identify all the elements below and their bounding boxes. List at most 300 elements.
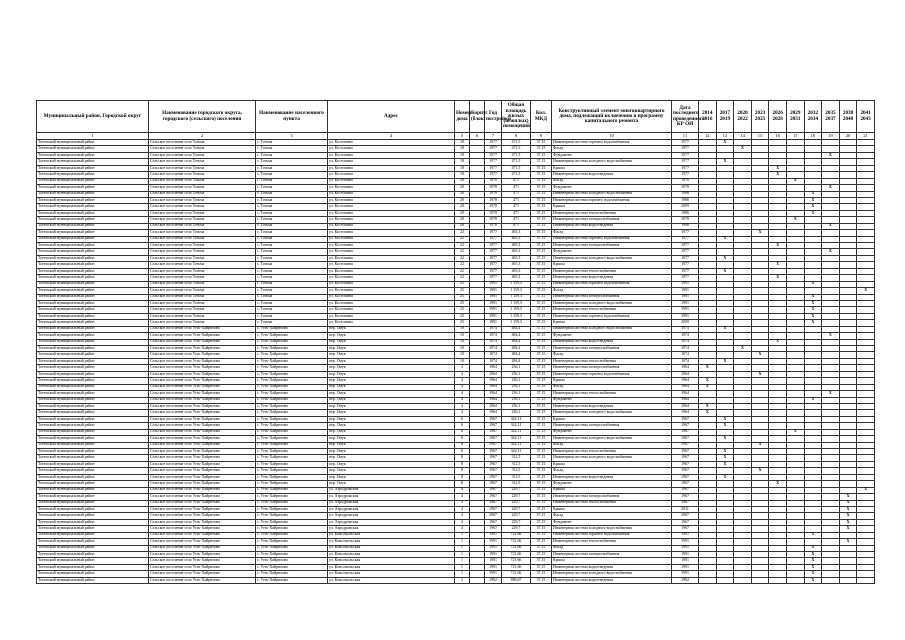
table-cell: 22 bbox=[455, 249, 470, 255]
table-cell: Инженерная система горячего водоснабжения bbox=[552, 140, 672, 146]
table-cell: Сельское поселение село Усть-Хайрюзово bbox=[149, 564, 256, 570]
table-cell: Сельское поселение село Усть-Хайрюзово bbox=[149, 474, 256, 480]
period-mark-cell: X bbox=[804, 294, 822, 300]
table-cell: 1977 bbox=[672, 159, 699, 165]
table-cell: 342,11 bbox=[502, 449, 531, 455]
table-cell: Инженерная система теплоснабжения bbox=[552, 500, 672, 506]
table-cell: 37,15 bbox=[531, 532, 552, 538]
table-cell: 1 159,3 bbox=[502, 300, 531, 306]
table-cell: ул. Костомина bbox=[328, 223, 455, 229]
table-cell: с. Усть-Хайрюзово bbox=[256, 558, 328, 564]
table-cell: 471 bbox=[502, 178, 531, 184]
table-cell: Инженерная система холодного водоснабжения bbox=[552, 255, 672, 261]
period-mark-cell: X bbox=[857, 487, 875, 493]
table-cell: 37,15 bbox=[531, 455, 552, 461]
table-cell: 1991 bbox=[485, 300, 502, 306]
period-mark-cell: X bbox=[716, 255, 734, 261]
table-cell: ул. Комсомольская bbox=[328, 577, 455, 583]
table-cell: 18 bbox=[455, 140, 470, 146]
table-cell: Сельское поселение село Усть-Хайрюзово bbox=[149, 571, 256, 577]
table-cell: 25 bbox=[455, 288, 470, 294]
table-cell: с. Усть-Хайрюзово bbox=[256, 513, 328, 519]
period-mark-cell: X bbox=[804, 397, 822, 403]
table-cell: 2011 bbox=[672, 506, 699, 512]
table-cell: ул. Аэродромская bbox=[328, 500, 455, 506]
table-cell: Сельское поселение село Тотьма bbox=[149, 140, 256, 146]
table-cell: 37,15 bbox=[531, 249, 552, 255]
table-cell: Сельское поселение село Усть-Хайрюзово bbox=[149, 519, 256, 525]
table-cell: 4 bbox=[455, 500, 470, 506]
table-cell: 1967 bbox=[672, 468, 699, 474]
table-cell: 8 bbox=[455, 461, 470, 467]
table-cell: ул. Комсомольская bbox=[328, 532, 455, 538]
table-cell: Сельское поселение село Тотьма bbox=[149, 230, 256, 236]
table-cell: Сельское поселение село Усть-Хайрюзово bbox=[149, 532, 256, 538]
table-cell: Тотемский муниципальный район bbox=[37, 416, 149, 422]
table-cell: 229,7 bbox=[502, 519, 531, 525]
table-cell: 1967 bbox=[672, 474, 699, 480]
table-cell: с. Тотьма bbox=[256, 204, 328, 210]
table-cell: 37,15 bbox=[531, 172, 552, 178]
table-cell: ул. Костомина bbox=[328, 204, 455, 210]
table-cell: с. Усть-Хайрюзово bbox=[256, 358, 328, 364]
table-cell: 37,15 bbox=[531, 307, 552, 313]
table-cell: 1 159,3 bbox=[502, 320, 531, 326]
table-cell: Сельское поселение село Усть-Хайрюзово bbox=[149, 358, 256, 364]
table-cell: 1 bbox=[455, 532, 470, 538]
period-mark-cell: X bbox=[716, 358, 734, 364]
table-cell: 1974 bbox=[672, 326, 699, 332]
column-number: 2 bbox=[149, 133, 256, 140]
table-cell: 37,15 bbox=[531, 217, 552, 223]
period-mark-cell: X bbox=[769, 262, 787, 268]
table-cell: 1977 bbox=[672, 243, 699, 249]
table-cell: Сельское поселение село Усть-Хайрюзово bbox=[149, 539, 256, 545]
table-cell: 1974 bbox=[485, 358, 502, 364]
table-cell: 37,15 bbox=[531, 468, 552, 474]
table-cell: 1 159,3 bbox=[502, 313, 531, 319]
table-cell: ул. Костомина bbox=[328, 249, 455, 255]
table-cell: 342,11 bbox=[502, 442, 531, 448]
table-cell: 1977 bbox=[672, 165, 699, 171]
table-cell: 1974 bbox=[672, 339, 699, 345]
table-cell: 1964 bbox=[485, 365, 502, 371]
period-mark-cell: X bbox=[769, 243, 787, 249]
table-cell: 37,15 bbox=[531, 288, 552, 294]
period-mark-cell: X bbox=[804, 313, 822, 319]
table-cell: 471,5 bbox=[502, 172, 531, 178]
table-cell: 37,15 bbox=[531, 545, 552, 551]
table-cell: Сельское поселение село Усть-Хайрюзово bbox=[149, 391, 256, 397]
period-mark-cell: X bbox=[804, 197, 822, 203]
period-mark-cell: X bbox=[716, 326, 734, 332]
table-cell: Тотемский муниципальный район bbox=[37, 494, 149, 500]
table-cell: 1991 bbox=[485, 313, 502, 319]
table-cell: 20 bbox=[455, 185, 470, 191]
column-number: 16 bbox=[769, 133, 787, 140]
table-cell: 1991 bbox=[672, 294, 699, 300]
column-number: 11 bbox=[672, 133, 699, 140]
column-number: 7 bbox=[485, 133, 502, 140]
table-cell: 37,15 bbox=[531, 539, 552, 545]
table-cell: 1964 bbox=[485, 410, 502, 416]
table-cell: пер. Омук bbox=[328, 461, 455, 467]
table-cell: 37,15 bbox=[531, 416, 552, 422]
table-cell: Тотемский муниципальный район bbox=[37, 288, 149, 294]
table-cell: 465,3 bbox=[502, 230, 531, 236]
table-cell: с. Усть-Хайрюзово bbox=[256, 539, 328, 545]
period-mark-cell: X bbox=[716, 423, 734, 429]
table-cell: 37,15 bbox=[531, 429, 552, 435]
table-cell: 1992 bbox=[485, 577, 502, 583]
table-cell: Инженерная система теплоснабжения bbox=[552, 268, 672, 274]
column-header: Год постройки bbox=[485, 101, 502, 133]
table-cell: 37,15 bbox=[531, 204, 552, 210]
table-cell: 1967 bbox=[672, 449, 699, 455]
table-cell: Инженерная система холодного водоснабжения bbox=[552, 526, 672, 532]
table-cell: 37,15 bbox=[531, 519, 552, 525]
table-cell: Сельское поселение село Тотьма bbox=[149, 255, 256, 261]
table-cell: пер. Омук bbox=[328, 455, 455, 461]
table-cell: Инженерная система холодного водоснабжения bbox=[552, 571, 672, 577]
table-cell: Сельское поселение село Усть-Хайрюзово bbox=[149, 416, 256, 422]
table-cell: 1967 bbox=[672, 487, 699, 493]
table-cell: 37,15 bbox=[531, 313, 552, 319]
table-cell: 1 bbox=[455, 539, 470, 545]
table-cell: с. Усть-Хайрюзово bbox=[256, 339, 328, 345]
period-mark-cell bbox=[786, 577, 804, 583]
table-cell: 471 bbox=[502, 185, 531, 191]
table-cell: 342,11 bbox=[502, 429, 531, 435]
table-cell: 37,15 bbox=[531, 243, 552, 249]
table-cell: 8 bbox=[455, 468, 470, 474]
column-header: Дата последнего проведенного КР ОИ bbox=[672, 101, 699, 133]
table-cell: Тотемский муниципальный район bbox=[37, 352, 149, 358]
table-cell: 721,66 bbox=[502, 532, 531, 538]
table-cell: пер. Омук bbox=[328, 468, 455, 474]
period-mark-cell: X bbox=[716, 268, 734, 274]
table-cell: ул. Костомина bbox=[328, 236, 455, 242]
table-cell: с. Тотьма bbox=[256, 255, 328, 261]
table-cell: с. Усть-Хайрюзово bbox=[256, 494, 328, 500]
table-cell: 1977 bbox=[672, 152, 699, 158]
table-cell: Тотемский муниципальный район bbox=[37, 545, 149, 551]
table-cell: 37,15 bbox=[531, 494, 552, 500]
table-cell: 471,5 bbox=[502, 140, 531, 146]
table-cell: Крыша bbox=[552, 506, 672, 512]
table-cell: 484,4 bbox=[502, 358, 531, 364]
column-header: Муниципальный район, Городской округ bbox=[37, 101, 149, 133]
table-cell: 37,15 bbox=[531, 262, 552, 268]
period-mark-cell: X bbox=[839, 519, 857, 525]
table-cell: 471 bbox=[502, 204, 531, 210]
table-cell: Тотемский муниципальный район bbox=[37, 333, 149, 339]
table-cell: 1977 bbox=[672, 275, 699, 281]
period-mark-cell: X bbox=[751, 442, 769, 448]
table-cell: Тотемский муниципальный район bbox=[37, 481, 149, 487]
table-cell: 1967 bbox=[485, 474, 502, 480]
table-cell: пер. Омук bbox=[328, 391, 455, 397]
table-cell: Тотемский муниципальный район bbox=[37, 532, 149, 538]
table-cell: Сельское поселение село Усть-Хайрюзово bbox=[149, 365, 256, 371]
period-mark-cell: X bbox=[769, 275, 787, 281]
table-cell: Инженерная система теплоснабжения bbox=[552, 539, 672, 545]
column-number: 4 bbox=[328, 133, 455, 140]
table-cell: 25 bbox=[455, 313, 470, 319]
period-mark-cell: X bbox=[804, 571, 822, 577]
table-cell: 1978 bbox=[485, 185, 502, 191]
table-cell: пер. Омук bbox=[328, 333, 455, 339]
period-mark-cell: X bbox=[786, 178, 804, 184]
column-header: 2017 2019 bbox=[716, 101, 734, 133]
table-cell: 236,1 bbox=[502, 403, 531, 409]
table-cell: Фасад bbox=[552, 178, 672, 184]
table-cell: 1978 bbox=[672, 217, 699, 223]
period-mark-cell: X bbox=[839, 539, 857, 545]
table-cell: 4 bbox=[455, 506, 470, 512]
period-mark-cell: X bbox=[804, 545, 822, 551]
table-cell: 1967 bbox=[485, 481, 502, 487]
table-cell: Сельское поселение село Тотьма bbox=[149, 249, 256, 255]
period-mark-cell: X bbox=[822, 249, 840, 255]
table-cell: 721,66 bbox=[502, 545, 531, 551]
table-cell: 37,15 bbox=[531, 300, 552, 306]
table-cell: 1974 bbox=[672, 346, 699, 352]
table-cell: Сельское поселение село Тотьма bbox=[149, 223, 256, 229]
period-mark-cell: X bbox=[699, 403, 717, 409]
table-cell: 471,5 bbox=[502, 165, 531, 171]
table-cell: 37,15 bbox=[531, 255, 552, 261]
table-cell: 1977 bbox=[485, 275, 502, 281]
table-cell: с. Тотьма bbox=[256, 223, 328, 229]
table-cell: 37,15 bbox=[531, 442, 552, 448]
table-cell: ул. Костомина bbox=[328, 140, 455, 146]
table-cell: Тотемский муниципальный район bbox=[37, 300, 149, 306]
table-cell: 10 bbox=[455, 333, 470, 339]
table-cell: Сельское поселение село Тотьма bbox=[149, 268, 256, 274]
table-cell: с. Тотьма bbox=[256, 230, 328, 236]
table-cell: Инженерная система холодного водоснабжения bbox=[552, 455, 672, 461]
table-cell: с. Усть-Хайрюзово bbox=[256, 371, 328, 377]
table-cell: 1967 bbox=[672, 526, 699, 532]
table-cell: с. Тотьма bbox=[256, 288, 328, 294]
table-cell: Сельское поселение село Тотьма bbox=[149, 300, 256, 306]
table-cell: 10 bbox=[455, 339, 470, 345]
table-cell: 1978 bbox=[485, 191, 502, 197]
table-cell: с. Усть-Хайрюзово bbox=[256, 500, 328, 506]
table-cell: Сельское поселение село Тотьма bbox=[149, 178, 256, 184]
period-mark-cell: X bbox=[699, 384, 717, 390]
table-cell: Сельское поселение село Усть-Хайрюзово bbox=[149, 487, 256, 493]
table-cell: 721,66 bbox=[502, 558, 531, 564]
table-cell: 471 bbox=[502, 217, 531, 223]
table-cell: 20 bbox=[455, 191, 470, 197]
table-cell: 484,4 bbox=[502, 333, 531, 339]
table-cell: 1974 bbox=[485, 333, 502, 339]
table-cell: с. Тотьма bbox=[256, 275, 328, 281]
table-cell: 1974 bbox=[672, 333, 699, 339]
table-cell: Инженерная система холодного водоснабжения bbox=[552, 300, 672, 306]
period-mark-cell: X bbox=[804, 558, 822, 564]
column-number: 14 bbox=[734, 133, 752, 140]
table-cell: 1977 bbox=[485, 255, 502, 261]
table-cell: 10 bbox=[455, 358, 470, 364]
table-cell: 236,1 bbox=[502, 384, 531, 390]
table-cell: Инженерная система водоотведения bbox=[552, 223, 672, 229]
table-cell: с. Усть-Хайрюзово bbox=[256, 365, 328, 371]
table-cell: 1991 bbox=[672, 571, 699, 577]
table-cell: 465,3 bbox=[502, 249, 531, 255]
table-cell: ул. Аэродромская bbox=[328, 519, 455, 525]
table-header bbox=[37, 101, 875, 140]
table-cell: 1977 bbox=[672, 140, 699, 146]
column-header: 2014 2016 bbox=[699, 101, 717, 133]
table-cell: 6 bbox=[455, 449, 470, 455]
table-cell: Тотемский муниципальный район bbox=[37, 455, 149, 461]
table-cell: ул. Костомина bbox=[328, 243, 455, 249]
period-mark-cell: X bbox=[699, 365, 717, 371]
table-cell: 342,11 bbox=[502, 423, 531, 429]
table-cell: 25 bbox=[455, 294, 470, 300]
table-cell: ул. Костомина bbox=[328, 172, 455, 178]
table-cell: Тотемский муниципальный район bbox=[37, 391, 149, 397]
table-cell: с. Усть-Хайрюзово bbox=[256, 397, 328, 403]
table-cell: 20 bbox=[455, 204, 470, 210]
table-cell: ул. Комсомольская bbox=[328, 558, 455, 564]
table-cell: с. Тотьма bbox=[256, 320, 328, 326]
table-cell: ул. Костомина bbox=[328, 255, 455, 261]
table-cell: Тотемский муниципальный район bbox=[37, 346, 149, 352]
table-cell: 4 bbox=[455, 513, 470, 519]
table-cell: 471 bbox=[502, 210, 531, 216]
column-header: Адрес bbox=[328, 101, 455, 133]
table-cell: Тотемский муниципальный район bbox=[37, 140, 149, 146]
table-cell: Тотемский муниципальный район bbox=[37, 461, 149, 467]
table-cell: 1967 bbox=[485, 442, 502, 448]
table-cell: Инженерная система электроснабжения bbox=[552, 423, 672, 429]
table-cell: 1991 bbox=[672, 539, 699, 545]
table-cell: 1977 bbox=[485, 140, 502, 146]
table-cell: Сельское поселение село Усть-Хайрюзово bbox=[149, 500, 256, 506]
table-cell: с. Усть-Хайрюзово bbox=[256, 526, 328, 532]
table-cell: с. Усть-Хайрюзово bbox=[256, 442, 328, 448]
table-cell: Инженерная система теплоснабжения bbox=[552, 449, 672, 455]
table-cell: Тотемский муниципальный район bbox=[37, 262, 149, 268]
table-cell: с. Тотьма bbox=[256, 191, 328, 197]
period-mark-cell: X bbox=[716, 140, 734, 146]
table-cell: 25 bbox=[455, 281, 470, 287]
table-cell: 2009 bbox=[672, 204, 699, 210]
table-cell: 10 bbox=[455, 346, 470, 352]
period-mark-cell: X bbox=[699, 410, 717, 416]
table-cell: с. Усть-Хайрюзово bbox=[256, 519, 328, 525]
period-mark-cell: X bbox=[751, 468, 769, 474]
table-cell: Крыша bbox=[552, 262, 672, 268]
table-cell: Крыша bbox=[552, 165, 672, 171]
table-cell: 20 bbox=[455, 217, 470, 223]
table-cell: пер. Омук bbox=[328, 449, 455, 455]
table-cell: 2 bbox=[455, 577, 470, 583]
table-cell: Тотемский муниципальный район bbox=[37, 204, 149, 210]
table-cell: 1991 bbox=[672, 300, 699, 306]
table-cell: 6 bbox=[455, 436, 470, 442]
table-cell: 1 159,3 bbox=[502, 294, 531, 300]
table-cell: 10 bbox=[455, 352, 470, 358]
table-cell: пер. Омук bbox=[328, 481, 455, 487]
table-cell: 1978 bbox=[485, 204, 502, 210]
column-number: 3 bbox=[256, 133, 328, 140]
table-cell: 37,15 bbox=[531, 436, 552, 442]
table-cell: Тотемский муниципальный район bbox=[37, 558, 149, 564]
table-cell: 1977 bbox=[672, 249, 699, 255]
period-mark-cell bbox=[699, 577, 717, 583]
table-cell: Тотемский муниципальный район bbox=[37, 410, 149, 416]
table-cell: 229,7 bbox=[502, 500, 531, 506]
table-cell: пер. Омук bbox=[328, 365, 455, 371]
table-cell: 465,3 bbox=[502, 262, 531, 268]
table-cell: 37,15 bbox=[531, 275, 552, 281]
table-cell: 37,15 bbox=[531, 577, 552, 583]
table-cell: с. Тотьма bbox=[256, 249, 328, 255]
period-mark-cell: X bbox=[751, 230, 769, 236]
table-cell: 1974 bbox=[485, 346, 502, 352]
table-cell: 1977 bbox=[672, 172, 699, 178]
table-cell: 484,4 bbox=[502, 326, 531, 332]
table-cell: 10 bbox=[455, 326, 470, 332]
table-cell: Тотемский муниципальный район bbox=[37, 384, 149, 390]
column-number: 19 bbox=[822, 133, 840, 140]
period-mark-cell bbox=[734, 577, 752, 583]
table-cell: с. Тотьма bbox=[256, 210, 328, 216]
table-cell: 471 bbox=[502, 197, 531, 203]
table-cell: 22 bbox=[455, 243, 470, 249]
period-mark-cell bbox=[751, 577, 769, 583]
table-cell: 342,11 bbox=[502, 416, 531, 422]
table-cell: 721,66 bbox=[502, 552, 531, 558]
table-cell: ул. Аэродромская bbox=[328, 506, 455, 512]
table-cell: Инженерная система водоотведения bbox=[552, 403, 672, 409]
table-cell: 1991 bbox=[672, 564, 699, 570]
table-cell: Сельское поселение село Усть-Хайрюзово bbox=[149, 403, 256, 409]
table-cell: 37,15 bbox=[531, 371, 552, 377]
table-cell: 1977 bbox=[485, 262, 502, 268]
table-cell: 1964 bbox=[672, 384, 699, 390]
table-cell: 37,15 bbox=[531, 346, 552, 352]
table-cell: 465,3 bbox=[502, 236, 531, 242]
table-cell: Сельское поселение село Тотьма bbox=[149, 159, 256, 165]
table-cell: ул. Костомина bbox=[328, 262, 455, 268]
table-cell: 37,15 bbox=[531, 236, 552, 242]
table-cell: Фундамент bbox=[552, 249, 672, 255]
table-cell: 37,15 bbox=[531, 352, 552, 358]
table-cell: Сельское поселение село Тотьма bbox=[149, 146, 256, 152]
table-cell: 1967 bbox=[485, 449, 502, 455]
table-cell: 1977 bbox=[485, 230, 502, 236]
table-cell: 37,15 bbox=[531, 564, 552, 570]
table-cell: 236,1 bbox=[502, 365, 531, 371]
table-cell: пер. Омук bbox=[328, 403, 455, 409]
table-cell: Сельское поселение село Усть-Хайрюзово bbox=[149, 545, 256, 551]
column-header: Наименование городского округа, городского (сельского) поселения bbox=[149, 101, 256, 133]
table-cell: 1991 bbox=[485, 539, 502, 545]
table-cell bbox=[470, 577, 485, 583]
table-cell: Сельское поселение село Усть-Хайрюзово bbox=[149, 558, 256, 564]
table-cell: Тотемский муниципальный район bbox=[37, 423, 149, 429]
column-header: Наименование населенного пункта bbox=[256, 101, 328, 133]
table-cell: с. Тотьма bbox=[256, 217, 328, 223]
table-cell: Сельское поселение село Тотьма bbox=[149, 172, 256, 178]
table-cell: 342,11 bbox=[502, 436, 531, 442]
